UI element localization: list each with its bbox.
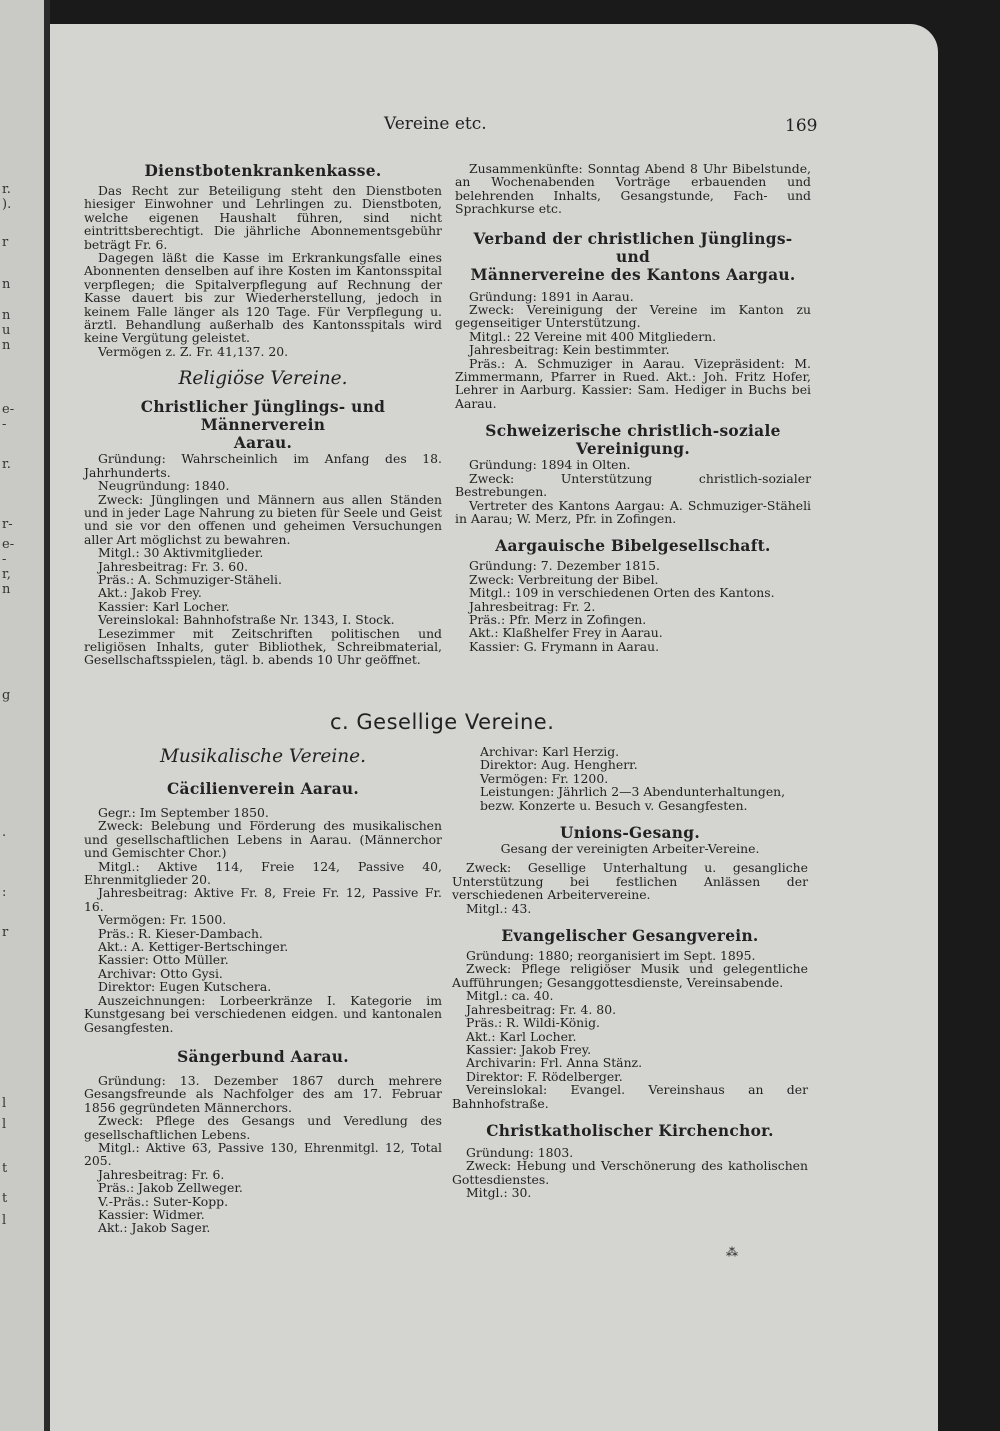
previous-page-fragment: .: [2, 825, 7, 840]
entry-line: Vereinslokal: Evangel. Vereinshaus an der Bahnhofstraße.: [452, 1082, 808, 1111]
entry-line: Präs.: Jakob Zellweger.: [98, 1180, 243, 1196]
entry-line: Mitgl.: 22 Vereine mit 400 Mitgliedern.: [469, 328, 717, 344]
left-top-column: [84, 162, 442, 667]
entry-line: Jahresbeitrag: Fr. 4. 80.: [466, 1001, 617, 1017]
heading-dienstbotenkrankenkasse: Dienstbotenkrankenkasse.: [144, 162, 382, 180]
entry-line: Zweck: Pflege religiöser Musik und gelegentliche Aufführungen; Gesanggottesdienste, Vereinsabende.: [452, 961, 808, 990]
entry-line: Jahresbeitrag: Fr. 6.: [98, 1166, 225, 1182]
entry-line: Gegr.: Im September 1850.: [98, 805, 269, 820]
entry-line: Zweck: Verbreitung der Bibel.: [469, 571, 659, 587]
previous-page-fragment: l: [2, 1096, 7, 1111]
right-top-column: [455, 162, 811, 653]
entry-line: Gründung: 1803.: [466, 1144, 574, 1160]
entry-line: Gründung: 1894 in Olten.: [469, 457, 631, 473]
entry-line: Präs.: R. Wildi-König.: [466, 1015, 600, 1031]
left-bottom-column: [84, 746, 442, 1235]
heading-evangelischer-gesangverein: Evangelischer Gesangverein.: [501, 927, 759, 946]
entry-line: Präs.: A. Schmuziger in Aarau. Vizepräsident: M. Zimmermann, Pfarrer in Rued. Akt.: Joh. Fritz Hofer, Lehrer in Aarburg. Kassier: Sam. Hediger in Buchs bei Aarau.: [455, 355, 811, 411]
entry-line: Zweck: Gesellige Unterhaltung u. gesangliche Unterstützung bei festlichen Anlässen der verschiedenen Arbeitervereine.: [452, 860, 808, 903]
entry-line: Vertreter des Kantons Aargau: A. Schmuziger-Stäheli in Aarau; W. Merz, Pfr. in Zofingen.: [455, 497, 811, 526]
entry-line: Gründung: 1891 in Aarau.: [469, 288, 634, 304]
paragraph: Dagegen läßt die Kasse im Erkrankungsfalle eines Abonnenten denselben auf ihre Kosten im Kantonsspital verpflegen; die Spitalverpflegung auf Rechnung der Kasse dauert bis zur Wiederherstellung, jedoch in keinem Falle länger als 120 Tage. Für Verpflegung u. ärztl. Behandlung außerhalb des Kantonsspitals wird keine Vergütung geleistet.: [84, 250, 442, 346]
entry-line: Vermögen: Fr. 1200.: [480, 770, 609, 786]
previous-page-fragment: r: [2, 925, 9, 940]
entry-line: Jahresbeitrag: Aktive Fr. 8, Freie Fr. 12, Passive Fr. 16.: [84, 885, 442, 914]
previous-page-fragment: r.: [2, 457, 11, 472]
heading-aargauische-bibelgesellschaft: Aargauische Bibelgesellschaft.: [495, 537, 771, 556]
entry-line: Akt.: A. Kettiger-Bertschinger.: [98, 939, 289, 955]
previous-page-fragment: e-: [2, 537, 15, 552]
subheading-unions-gesang: Gesang der vereinigten Arbeiter-Vereine.: [500, 841, 760, 857]
heading-unions-gesang: Unions-Gesang.: [559, 824, 701, 843]
previous-page-fragment: u: [2, 323, 11, 338]
entry-line: Akt.: Jakob Frey.: [98, 585, 202, 601]
entry-line: Mitgl.: 109 in verschiedenen Orten des Kantons.: [469, 585, 775, 601]
heading-verband-christlicher-juenglingsvereine: Verband der christlichen Jünglings- und: [473, 229, 793, 266]
previous-page-fragment: n: [2, 308, 11, 323]
entry-line: Auszeichnungen: Lorbeerkränze I. Kategorie im Kunstgesang bei verschiedenen eidgen. und kantonalen Gesangfesten.: [84, 992, 442, 1035]
entry-line: Mitgl.: ca. 40.: [466, 988, 554, 1004]
previous-page-fragment: e-: [2, 402, 15, 417]
entry-line: Mitgl.: 30.: [466, 1185, 532, 1201]
previous-page-fragment: r-: [2, 517, 13, 532]
previous-page-fragment: n: [2, 338, 11, 353]
entry-line: Akt.: Klaßhelfer Frey in Aarau.: [469, 625, 663, 641]
previous-page-fragment: n: [2, 277, 11, 292]
entry-line: Präs.: A. Schmuziger-Stäheli.: [98, 571, 282, 587]
previous-page-fragment: l: [2, 1117, 7, 1132]
entry-line: Kassier: Otto Müller.: [98, 952, 229, 968]
entry-line: Direktor: Eugen Kutschera.: [98, 979, 272, 995]
heading-saengerbund: Sängerbund Aarau.: [177, 1047, 349, 1066]
previous-page-fragment: g: [2, 688, 11, 703]
previous-page-fragment: r,: [2, 567, 11, 582]
entry-line: Akt.: Jakob Sager.: [98, 1220, 211, 1236]
entry-line: Mitgl.: Aktive 63, Passive 130, Ehrenmitgl. 12, Total 205.: [84, 1139, 442, 1169]
entry-line: Vermögen: Fr. 1500.: [98, 912, 227, 928]
heading-christlich-soziale-vereinigung-2: Vereinigung.: [576, 440, 690, 459]
entry-line: Gründung: 1880; reorganisiert im Sept. 1895.: [466, 948, 756, 964]
heading-caecilienverein: Cäcilienverein Aarau.: [167, 780, 359, 798]
previous-page-fragment: -: [2, 417, 7, 432]
heading-christlicher-juenglingsverein: Christlicher Jünglings- und Männerverein: [140, 398, 386, 435]
page-number: 169: [785, 116, 818, 136]
entry-line: Lesezimmer mit Zeitschriften politischen und religiösen Inhalts, guter Bibliothek, Schreibmaterial, Gesellschaftsspielen, tägl. b. abends 10 Uhr geöffnet.: [84, 625, 442, 668]
previous-page-fragment: ).: [2, 197, 12, 212]
entry-line: Kassier: Widmer.: [98, 1206, 205, 1222]
previous-page-fragment: t: [2, 1191, 8, 1206]
entry-line: Jahresbeitrag: Fr. 2.: [469, 598, 596, 614]
subsection-heading-musikalische-vereine: Musikalische Vereine.: [159, 746, 366, 767]
previous-page-fragment: t: [2, 1161, 8, 1176]
entry-line: Gründung: 13. Dezember 1867 durch mehrere Gesangsfreunde als Nachfolger des am 17. Februar 1856 gegründeten Männerchors.: [84, 1072, 442, 1115]
entry-line: Leistungen: Jährlich 2—3 Abendunterhaltungen, bezw. Konzerte u. Besuch v. Gesangfesten.: [480, 784, 786, 813]
entry-line: Archivarin: Frl. Anna Stänz.: [466, 1055, 643, 1071]
entry-line: Gründung: Wahrscheinlich im Anfang des 18. Jahrhunderts.: [84, 451, 442, 480]
paragraph: Das Recht zur Beteiligung steht den Dienstboten hiesiger Einwohner und Lehrlingen zu. Dienstboten, welche eigenen Haushalt führen, sind nicht eintrittsberechtigt. Die jährliche Abonnementsgebühr beträgt Fr. 6.: [84, 183, 442, 252]
entry-line: Direktor: F. Rödelberger.: [466, 1068, 623, 1084]
entry-line: Kassier: Jakob Frey.: [466, 1041, 592, 1057]
previous-page-fragment: r: [2, 235, 9, 250]
entry-line: Zweck: Belebung und Förderung des musikalischen und gesellschaftlichen Lebens in Aarau. (Männerchor und Gemischter Chor.): [84, 818, 442, 861]
entry-line: Mitgl.: 30 Aktivmitglieder.: [98, 545, 264, 561]
heading-christlicher-juenglingsverein-2: Aarau.: [233, 434, 293, 453]
entry-line: Archivar: Otto Gysi.: [98, 965, 223, 981]
entry-line: Neugründung: 1840.: [98, 478, 230, 494]
entry-line: Mitgl.: 43.: [466, 900, 532, 916]
entry-line: Zweck: Jünglingen und Männern aus allen Ständen und in jeder Lage Nahrung zu bieten für Seele und Geist und sie vor den offenen und geheimen Versuchungen aller Art möglichst zu bewahren.: [84, 491, 442, 547]
entry-line: Mitgl.: Aktive 114, Freie 124, Passive 40, Ehrenmitglieder 20.: [84, 858, 442, 888]
paragraph: Zusammenkünfte: Sonntag Abend 8 Uhr Bibelstunde, an Wochenabenden Vorträge erbauenden und belehrenden Inhalts, Gesangstunde, Fach- und Sprachkurse etc.: [455, 161, 811, 217]
entry-line: Kassier: G. Frymann in Aarau.: [469, 638, 660, 654]
previous-page-fragment: n: [2, 582, 11, 597]
entry-line: Akt.: Karl Locher.: [466, 1028, 577, 1044]
right-bottom-column: [452, 745, 808, 1200]
end-ornament: ⁂: [726, 1245, 738, 1259]
previous-page-fragment: -: [2, 552, 7, 567]
entry-line: Präs.: Pfr. Merz in Zofingen.: [469, 611, 647, 627]
entry-line: Gründung: 7. Dezember 1815.: [469, 558, 660, 574]
running-head: Vereine etc.: [384, 114, 487, 134]
entry-line: Zweck: Unterstützung christlich-sozialer Bestrebungen.: [455, 470, 811, 500]
entry-line: Vereinslokal: Bahnhofstraße Nr. 1343, I. Stock.: [98, 612, 395, 628]
entry-line: Archivar: Karl Herzig.: [480, 744, 620, 759]
entry-line: Präs.: R. Kieser-Dambach.: [98, 925, 263, 941]
subsection-heading-religiose-vereine: Religiöse Vereine.: [178, 368, 348, 390]
heading-verband-christlicher-juenglingsvereine-2: Männervereine des Kantons Aargau.: [470, 265, 796, 284]
previous-page-fragment: l: [2, 1213, 7, 1228]
entry-line: Jahresbeitrag: Kein bestimmter.: [469, 342, 670, 358]
entry-line: Zweck: Hebung und Verschönerung des katholischen Gottesdienstes.: [452, 1158, 808, 1187]
previous-page-edge: [0, 0, 44, 1431]
entry-line: Zweck: Vereinigung der Vereine im Kanton zu gegenseitiger Unterstützung.: [455, 302, 811, 331]
entry-line: Jahresbeitrag: Fr. 3. 60.: [98, 558, 249, 574]
entry-line: V.-Präs.: Suter-Kopp.: [98, 1193, 229, 1209]
entry-line: Direktor: Aug. Hengherr.: [480, 757, 638, 773]
paragraph: Vermögen z. Z. Fr. 41,137. 20.: [98, 343, 289, 359]
section-title-gesellige-vereine: c. Gesellige Vereine.: [330, 710, 555, 734]
heading-christkatholischer-kirchenchor: Christkatholischer Kirchenchor.: [486, 1121, 774, 1140]
heading-christlich-soziale-vereinigung: Schweizerische christlich-soziale: [485, 422, 781, 441]
entry-line: Kassier: Karl Locher.: [98, 598, 230, 614]
previous-page-fragment: r.: [2, 182, 11, 197]
previous-page-fragment: :: [2, 885, 7, 900]
entry-line: Zweck: Pflege des Gesangs und Veredlung des gesellschaftlichen Lebens.: [84, 1113, 442, 1142]
